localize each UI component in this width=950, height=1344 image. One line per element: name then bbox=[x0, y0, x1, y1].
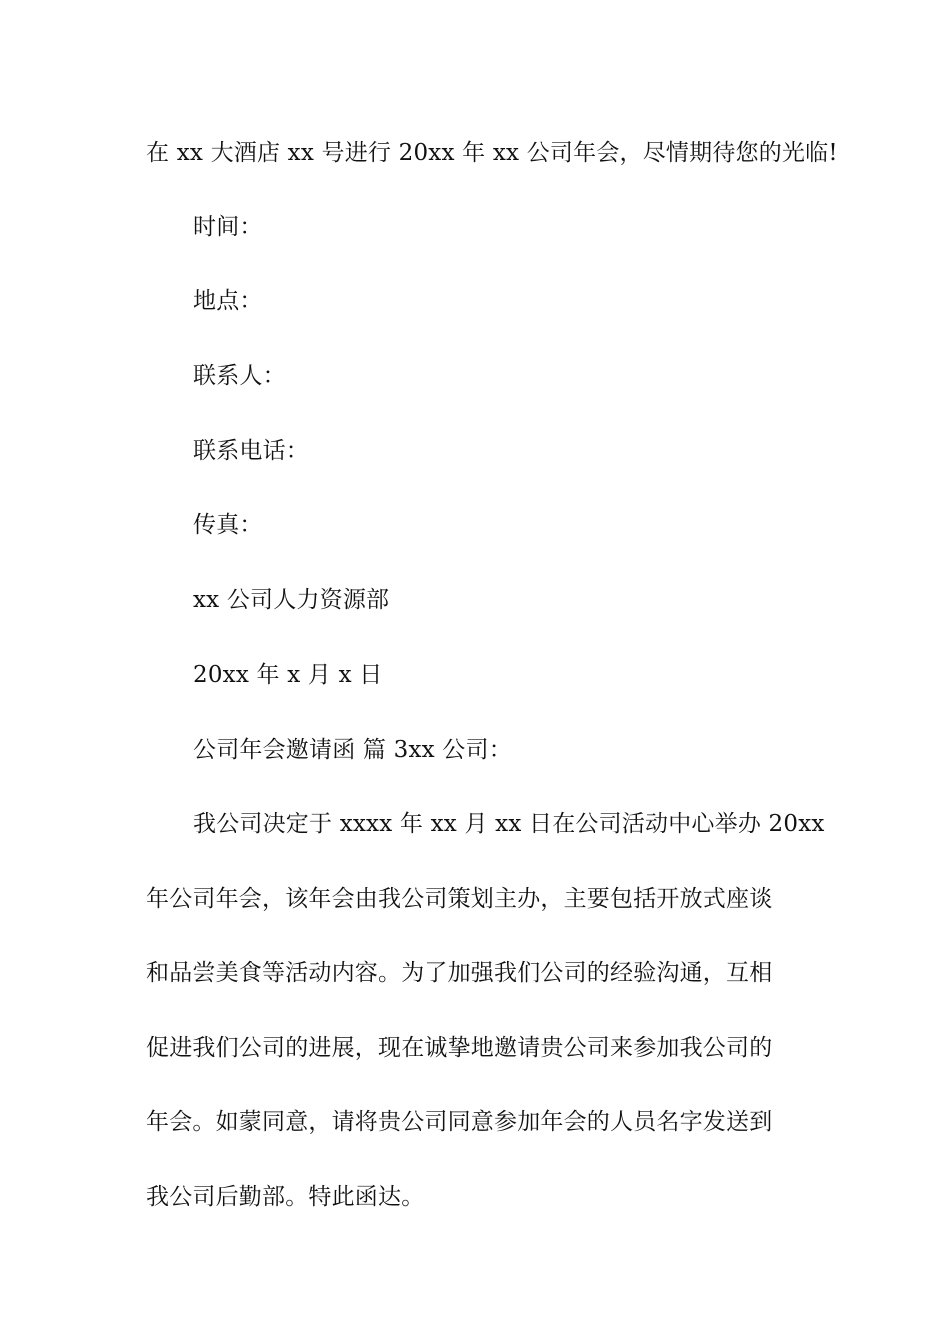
field-time-label: 时间： bbox=[193, 214, 263, 240]
paragraph-line: 年公司年会，该年会由我公司策划主办，主要包括开放式座谈 bbox=[146, 886, 773, 912]
paragraph-line: 我公司决定于 xxxx 年 xx 月 xx 日在公司活动中心举办 20xx bbox=[193, 811, 825, 837]
signature-date: 20xx 年 x 月 x 日 bbox=[193, 662, 383, 688]
field-phone-label: 联系电话： bbox=[193, 438, 309, 464]
paragraph-line-invitation-end: 在 xx 大酒店 xx 号进行 20xx 年 xx 公司年会，尽情期待您的光临! bbox=[146, 140, 838, 166]
paragraph-line: 和品尝美食等活动内容。为了加强我们公司的经验沟通，互相 bbox=[146, 960, 773, 986]
field-contact-label: 联系人： bbox=[193, 363, 286, 389]
paragraph-line: 我公司后勤部。特此函达。 bbox=[146, 1184, 425, 1210]
paragraph-line: 促进我们公司的进展，现在诚挚地邀请贵公司来参加我公司的 bbox=[146, 1035, 773, 1061]
signature-department: xx 公司人力资源部 bbox=[193, 587, 390, 613]
field-fax-label: 传真： bbox=[193, 512, 263, 538]
field-location-label: 地点： bbox=[193, 288, 263, 314]
paragraph-line: 年会。如蒙同意，请将贵公司同意参加年会的人员名字发送到 bbox=[146, 1109, 773, 1135]
section-heading: 公司年会邀请函 篇 3xx 公司： bbox=[193, 737, 512, 763]
